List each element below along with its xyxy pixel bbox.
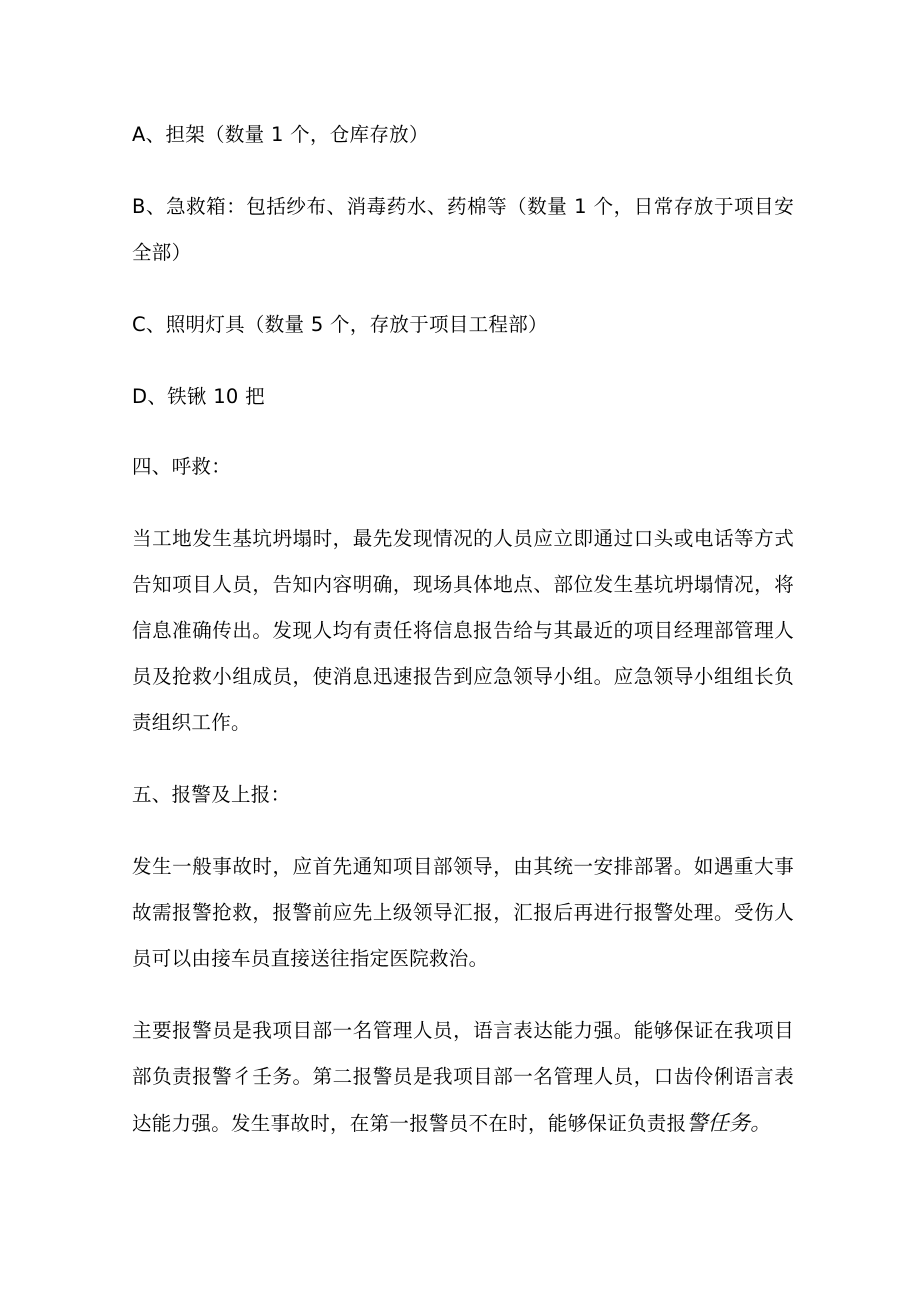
item-b-first-aid-kit: B、急救箱：包括纱布、消毒药水、药棉等（数量 1 个，日常存放于项目安全部） [132,195,794,264]
document-body [132,112,794,1147]
alarm-report-paragraph-2-tail: 警任务。 [686,1111,772,1135]
call-for-help-paragraph: 当工地发生基坑坍塌时，最先发现情况的人员应立即通过口头或电话等方式告知项目人员，告知内容明确，现场具体地点、部位发生基坑坍塌情况，将信息准确传出。发现人均有责任将信息报告给与其最近的项目经理部管理人员及抢救小组成员，使消息迅速报告到应急领导小组。应急领导小组组长负责组织工作。 [132,527,794,734]
item-a-stretcher: A、担架（数量 1 个，仓库存放） [132,123,429,146]
item-c-lighting: C、照明灯具（数量 5 个，存放于项目工程部） [132,313,548,336]
section-heading-alarm-report: 五、报警及上报： [132,783,291,806]
alarm-report-paragraph-2-main: 主要报警员是我项目部一名管理人员，语言表达能力强。能够保证在我项目部负责报警彳壬务。第二报警员是我项目部一名管理人员，口齿伶俐语言表达能力强。发生事故时，在第一报警员不在时，能够保证负责报 [132,1019,794,1135]
alarm-report-paragraph-1: 发生一般事故时，应首先通知项目部领导，由其统一安排部署。如遇重大事故需报警抢救，报警前应先上级领导汇报，汇报后再进行报警处理。受伤人员可以由接车员直接送往指定医院救治。 [132,855,794,970]
alarm-report-paragraph-2 [132,1008,794,1147]
section-heading-call-for-help: 四、呼救： [132,455,232,478]
item-d-shovels: D、铁锹 10 把 [132,385,265,408]
